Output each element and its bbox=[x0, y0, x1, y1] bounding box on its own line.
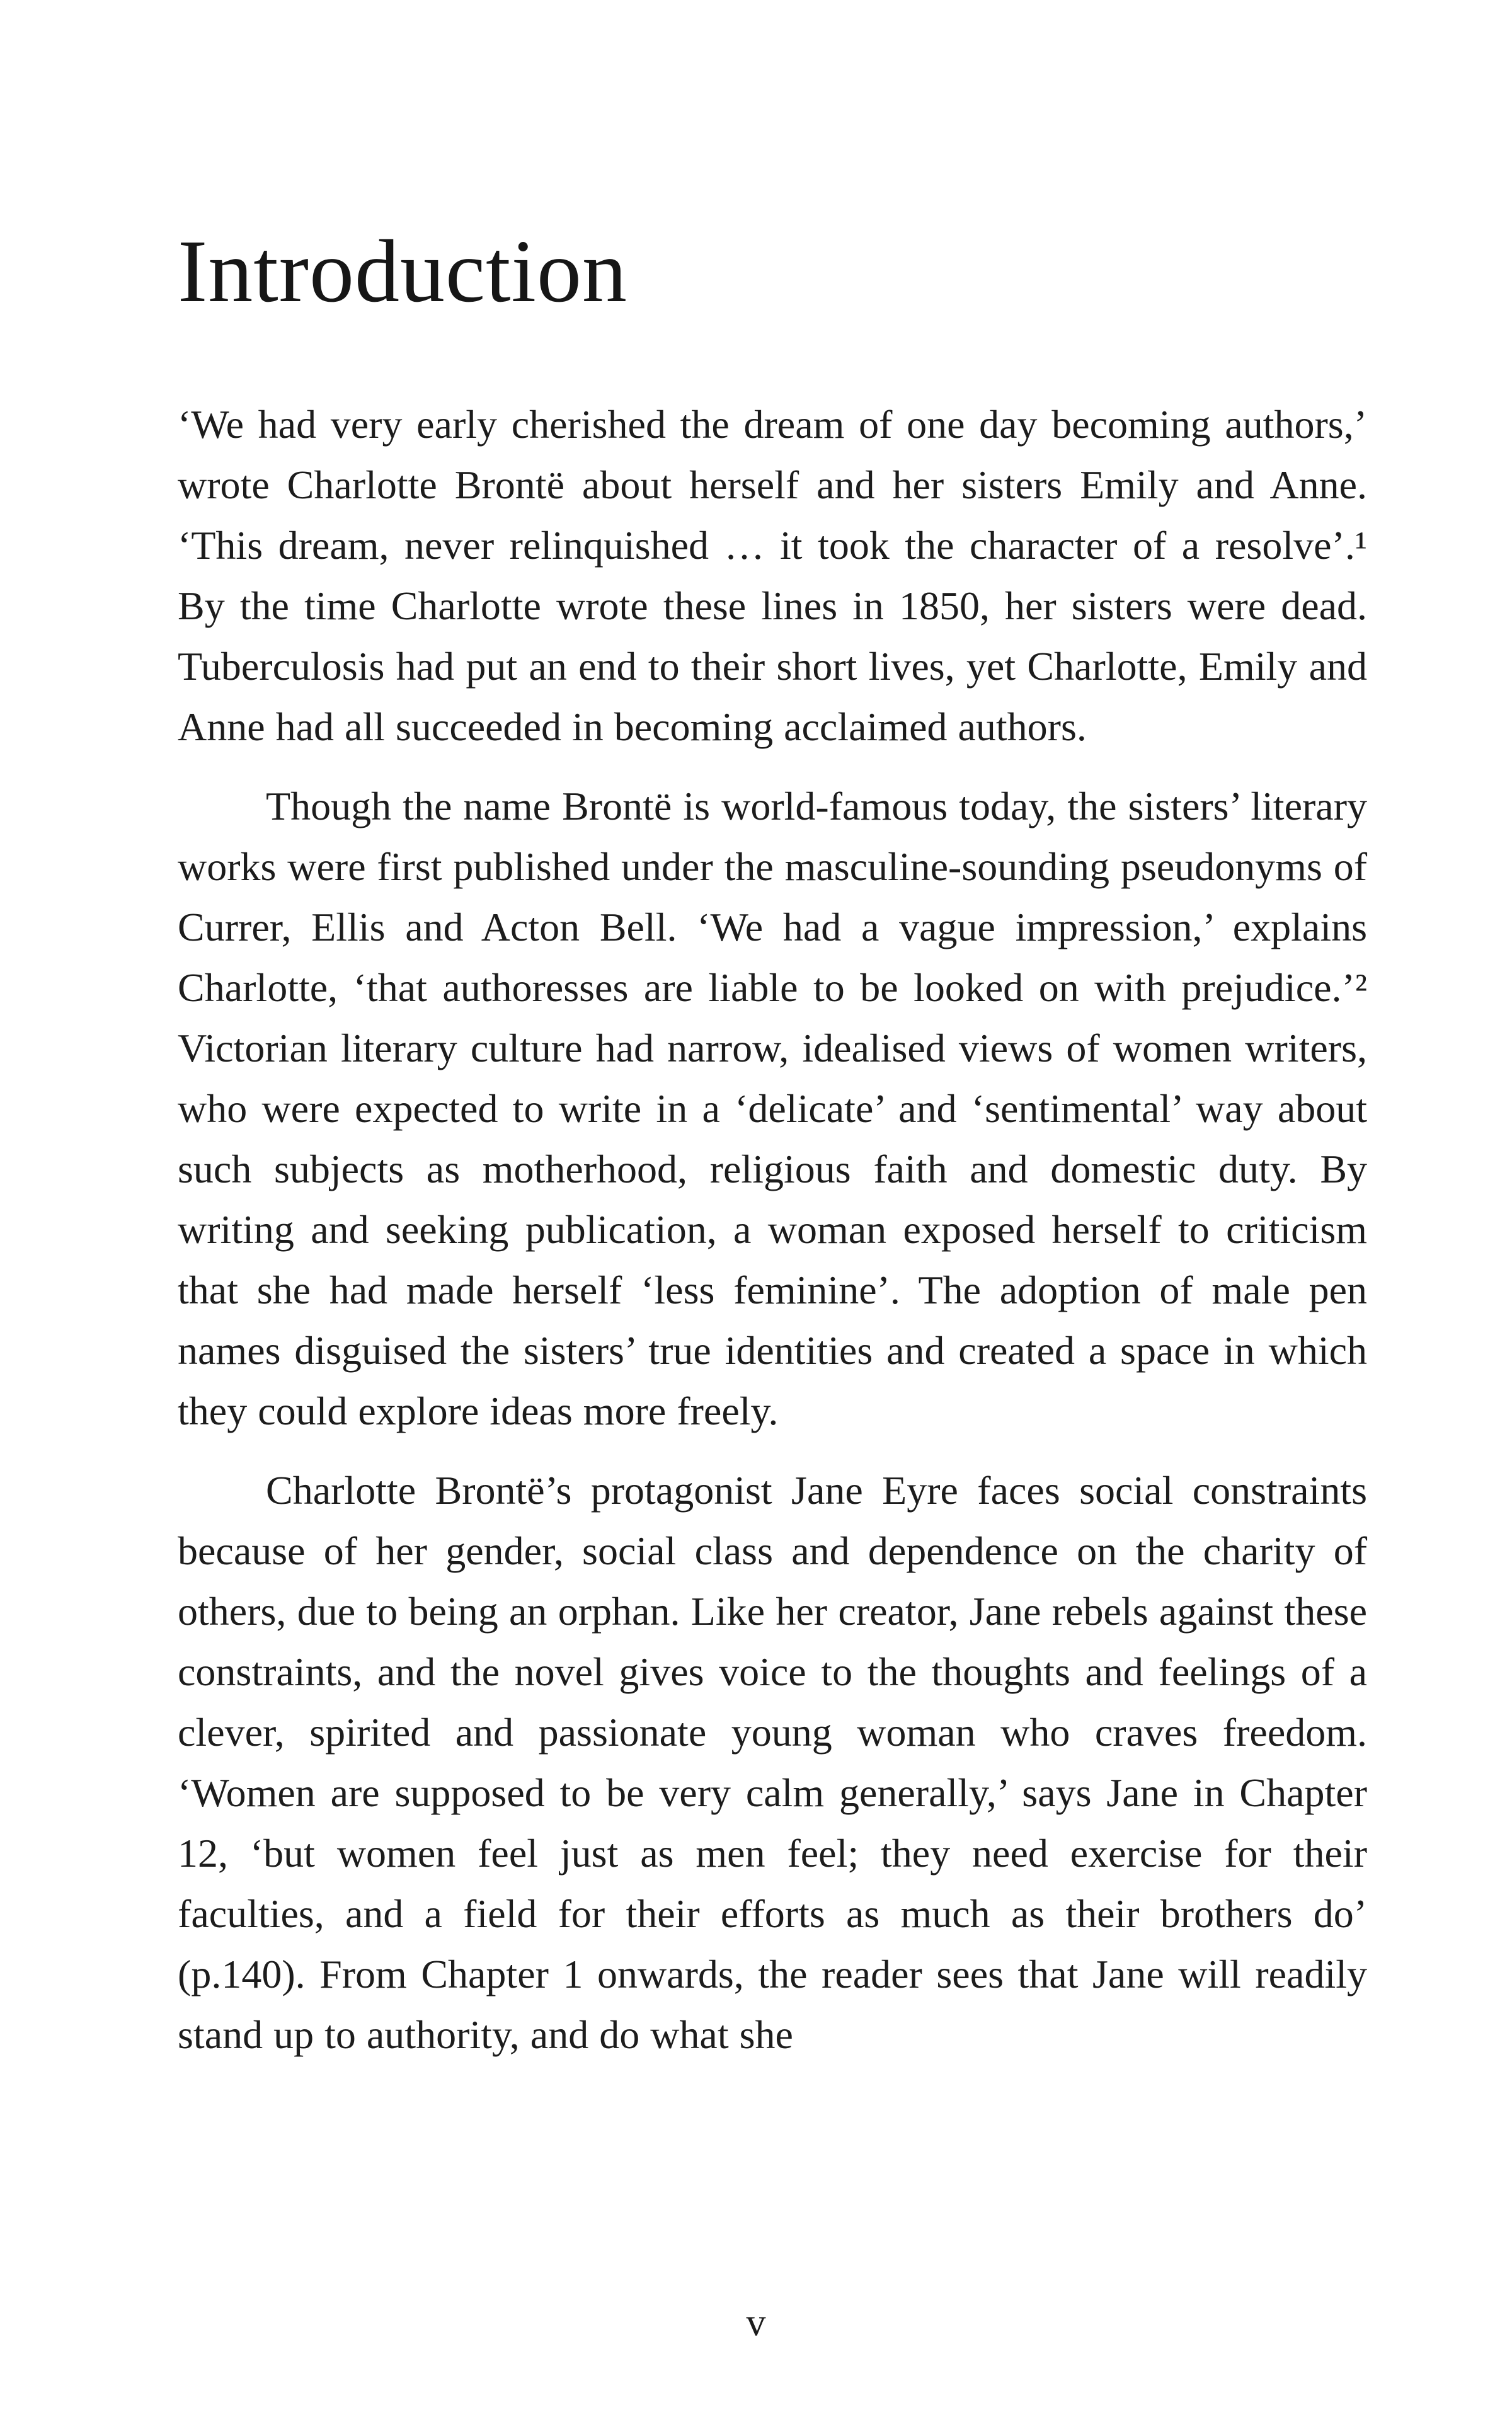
paragraph-3: Charlotte Brontë’s protagonist Jane Eyre faces social constraints because of her gender, social class and dependence on the charity of others, due to being an orphan. Like her creator, Jane rebels against these constraints, and the novel gives voice to the thoughts and feelings of a clever, spirited and passionate young woman who craves freedom. ‘Women are supposed to be very calm generally,’ says Jane in Chapter 12, ‘but women feel just as men feel; they need exercise for their faculties, and a field for their efforts as much as their brothers do’ (p.140). From Chapter 1 onwards, the reader sees that Jane will readily stand up to authority, and do what she bbox=[178, 1468, 1367, 2058]
paragraph-1: ‘We had very early cherished the dream of one day becoming authors,’ wrote Charlotte Brontë about herself and her sisters Emily and Anne. ‘This dream, never relinquished … it took the character of a resolve’.¹ By the time Charlotte wrote these lines in 1850, her sisters were dead. Tuberculosis had put an end to their short lives, yet Charlotte, Emily and Anne had all succeeded in becoming acclaimed authors. bbox=[178, 402, 1367, 750]
page-title: Introduction bbox=[178, 221, 627, 321]
paragraph-2: Though the name Brontë is world-famous today, the sisters’ literary works were first published under the masculine-sounding pseudonyms of Currer, Ellis and Acton Bell. ‘We had a vague impression,’ explains Charlotte, ‘that authoresses are liable to be looked on with prejudice.’² Victorian literary culture had narrow, idealised views of women writers, who were expected to write in a ‘delicate’ and ‘sentimental’ way about such subjects as motherhood, religious faith and domestic duty. By writing and seeking publication, a woman exposed herself to criticism that she had made herself ‘less feminine’. The adoption of male pen names disguised the sisters’ true identities and created a space in which they could explore ideas more freely. bbox=[178, 784, 1367, 1434]
body-text bbox=[178, 394, 1367, 2065]
page-number: v bbox=[746, 2301, 766, 2344]
